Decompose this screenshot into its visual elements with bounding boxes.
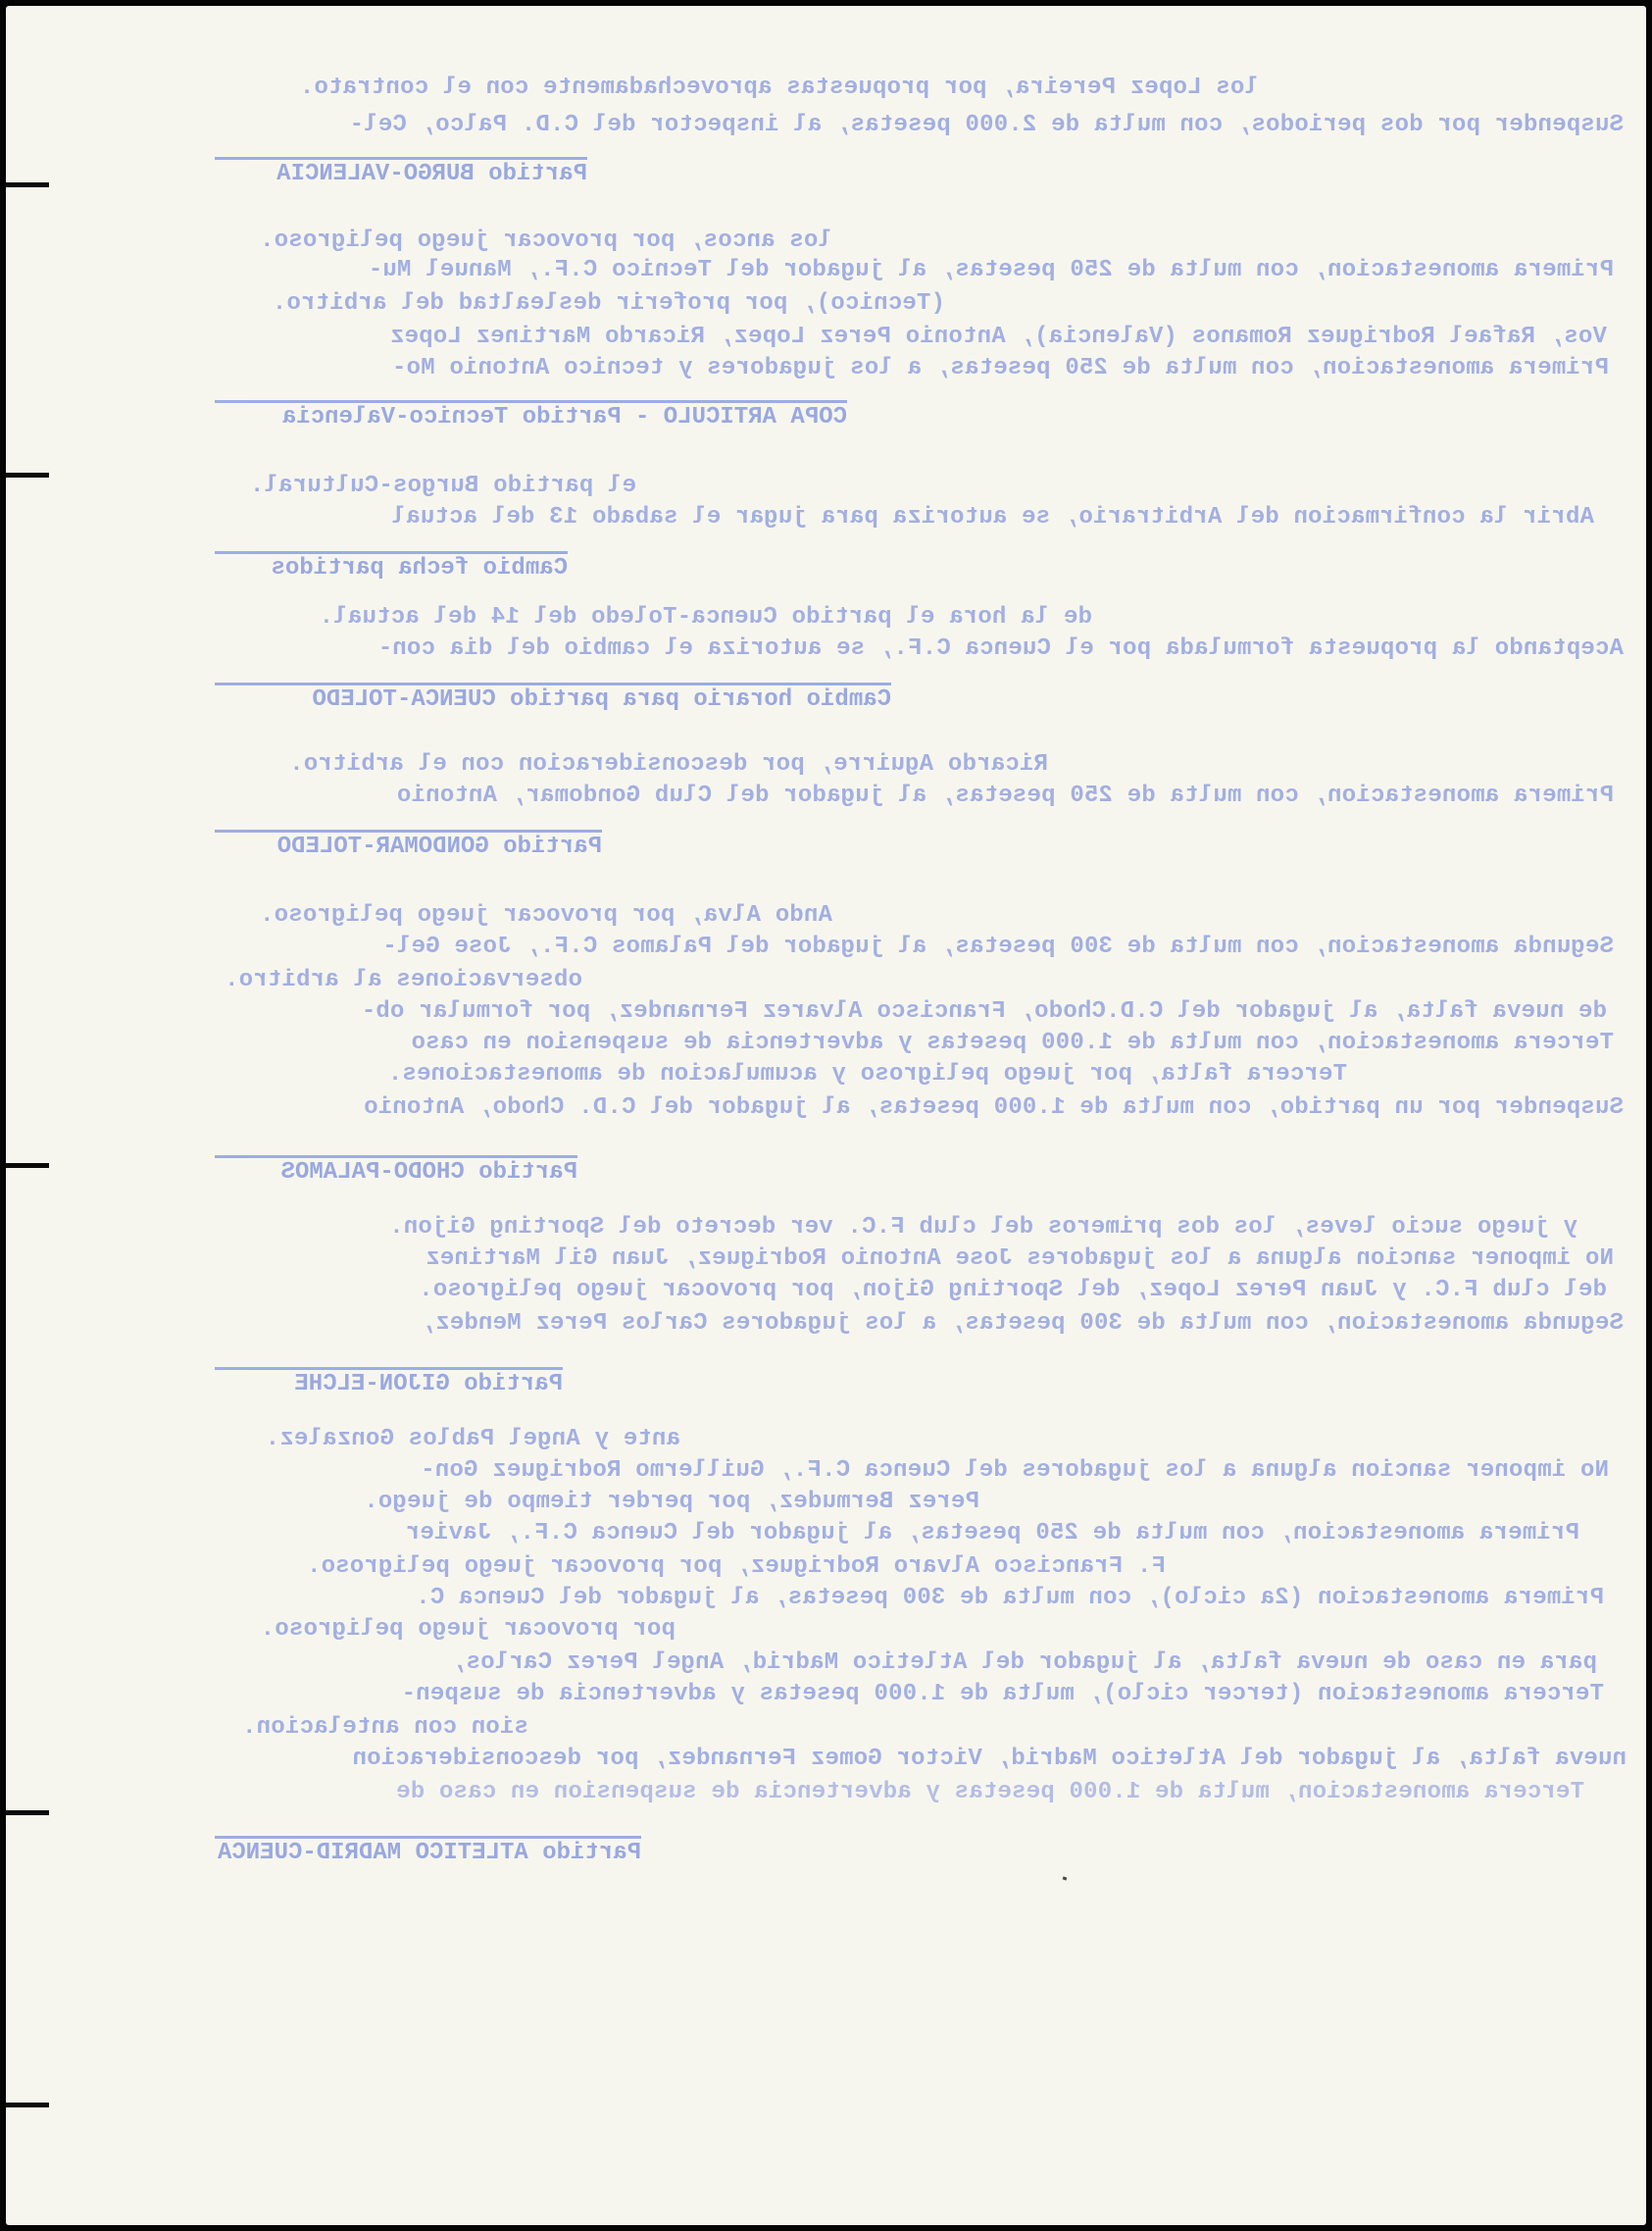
text-line: Tercera falta, por juego peligroso y acumulacion de amonestaciones. — [387, 1061, 1347, 1088]
text-line: del club F.C. y Juan Perez Lopez, del Sporting Gijon, por provocar juego peligroso. — [419, 1277, 1607, 1303]
section-heading: Partido ATLETICO MADRID-CUENCA — [215, 1836, 641, 1866]
text-line: F. Francisco Alvaro Rodriguez, por provocar juego peligroso. — [306, 1553, 1166, 1580]
text-line: sion con antelacion. — [241, 1714, 528, 1741]
document-page — [6, 6, 1646, 2225]
section-heading: Partido BURGO-VALENCIA — [215, 157, 587, 187]
text-line: (Tecnico), por proferir deslealtad del arbitro. — [272, 290, 945, 317]
text-line: y juego sucio leves, los dos primeros del club F.C. ver decreto del Sporting Gijon. — [389, 1214, 1577, 1241]
text-line: Ando Alva, por provocar juego peligroso. — [259, 902, 832, 929]
text-line: nueva falta, al jugador del Atletico Madrid, Victor Gomez Fernandez, por desconsideracion — [352, 1746, 1627, 1772]
text-line: Primera amonestacion, con multa de 250 pesetas, a los jugadores y tecnico Antonio Mo- — [391, 355, 1609, 381]
text-line: Suspender por un partido, con multa de 1.000 pesetas, al jugador del C.D. Chodo, Antonio — [363, 1094, 1624, 1121]
section-heading: Partido CHODO-PALAMOS — [215, 1155, 577, 1186]
text-line: el partido Burgos-Cultural. — [249, 473, 636, 499]
text-line: Suspender por dos periodos, con multa de 2.000 pesetas, al inspector del C.D. Palco, Cel- — [349, 112, 1624, 138]
binder-hole-mark — [6, 182, 49, 187]
text-line: por provocar juego peligroso. — [260, 1616, 676, 1643]
text-line: Tercera amonestacion, con multa de 1.000 pesetas y advertencia de suspension en caso — [411, 1030, 1614, 1056]
binder-hole-mark — [6, 473, 49, 478]
text-line: Perez Bermudez, por perder tiempo de juego. — [364, 1489, 979, 1515]
text-line: para en caso de nueva falta, al jugador del Atletico Madrid, Angel Perez Carlos, — [451, 1649, 1597, 1676]
section-heading: Cambio horario para partido CUENCA-TOLEDO — [215, 683, 891, 713]
text-line: Primera amonestacion, con multa de 250 pesetas, al jugador del Tecnico C.F., Manuel Mu- — [368, 257, 1614, 283]
text-line: de nueva falta, al jugador del C.D.Chodo, Francisco Alvarez Fernandez, por formular ob- — [361, 998, 1607, 1025]
text-line: No imponer sancion alguna a los jugadores Jose Antonio Rodriguez, Juan Gil Martinez — [426, 1245, 1614, 1272]
binder-hole-mark — [6, 1810, 49, 1815]
binder-hole-mark — [6, 1163, 49, 1168]
text-line: Aceptando la propuesta formulada por el Cuenca C.F., se autoriza el cambio del dia con- — [377, 635, 1624, 662]
text-line: Tercera amonestacion (tercer ciclo), multa de 1.000 pesetas y advertencia de suspen- — [401, 1681, 1604, 1707]
text-line: los ancos, por provocar juego peligroso. — [259, 228, 832, 254]
paper-speck — [1063, 1876, 1068, 1880]
section-heading: Partido GONDOMAR-TOLEDO — [215, 830, 602, 860]
text-line: Ricardo Aguirre, por desconsideracion con el arbitro. — [289, 751, 1048, 778]
section-heading: COPA ARTICULO - Partido Tecnico-Valencia — [215, 400, 847, 431]
text-line: Primera amonestacion, con multa de 250 pesetas, al jugador del Club Gondomar, Antonio — [396, 783, 1614, 809]
text-line: Primera amonestacion, con multa de 250 pesetas, al jugador del Cuenca C.F., Javier — [405, 1520, 1579, 1546]
text-line: Primera amonestacion (2a ciclo), con multa de 300 pesetas, al jugador del Cuenca C. — [416, 1585, 1604, 1611]
binder-hole-mark — [6, 2103, 49, 2107]
section-heading: Cambio fecha partidos — [215, 551, 568, 582]
text-line: de la hora el partido Cuenca-Toledo del 14 del actual. — [319, 604, 1092, 631]
text-line: Vos, Rafael Rodriguez Romanos (Valencia), Antonio Perez Lopez, Ricardo Martinez Lopez — [389, 324, 1607, 350]
text-line: Abrir la confirmacion del Arbitrario, se autoriza para jugar el sabado 13 del actual — [391, 504, 1594, 531]
text-line: ante y Angel Pablos Gonzalez. — [265, 1426, 680, 1452]
text-line: Segunda amonestacion, con multa de 300 pesetas, a los jugadores Carlos Perez Mendez, — [421, 1310, 1624, 1337]
section-heading: Partido GIJON-ELCHE — [215, 1367, 563, 1397]
text-line: los Lopez Pereira, por propuestas aprovechadamente con el contrato. — [299, 75, 1259, 101]
text-line: observaciones al arbitro. — [224, 967, 582, 993]
text-line: Tercera amonestacion, multa de 1.000 pesetas y advertencia de suspension en caso de — [396, 1779, 1584, 1805]
text-line: Segunda amonestacion, con multa de 300 pesetas, al jugador del Palamos C.F., Jose Gel- — [382, 934, 1614, 960]
text-line: No imponer sancion alguna a los jugadores del Cuenca C.F., Guillermo Rodriguez Gon- — [421, 1457, 1609, 1484]
